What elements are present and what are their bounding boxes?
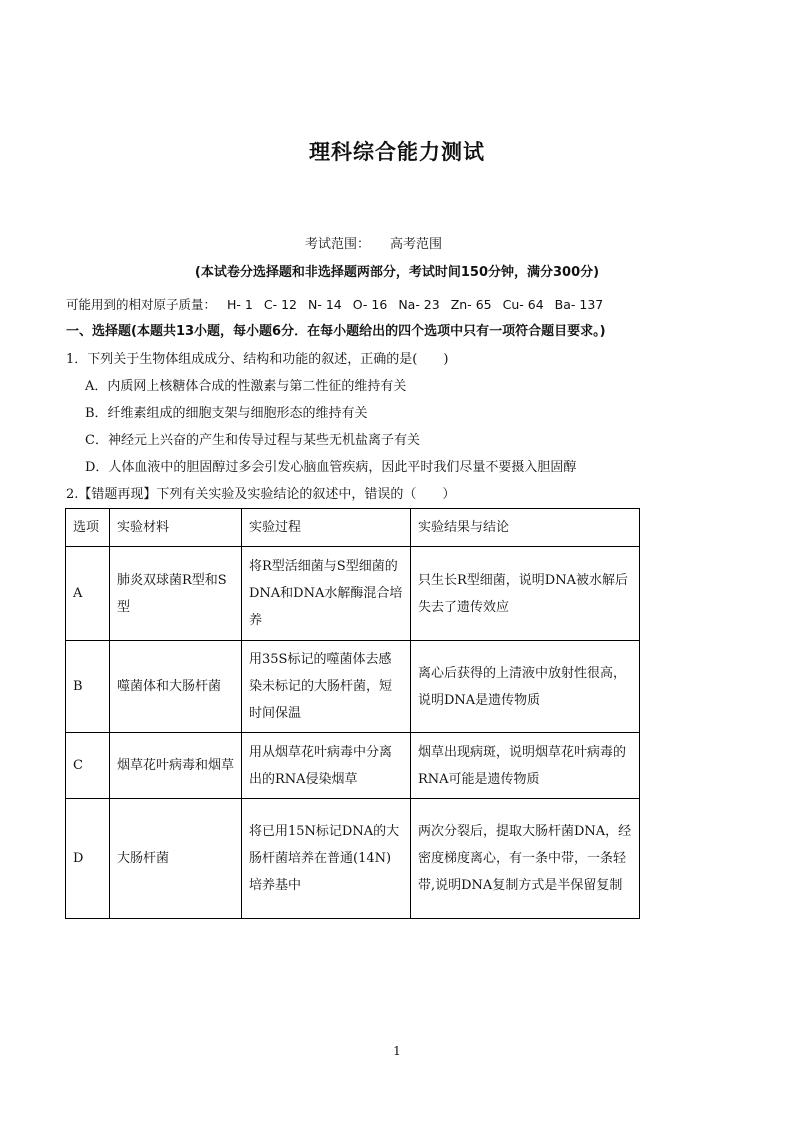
question-1-stem: 1．下列关于生物体组成成分、结构和功能的叙述，正确的是( ) bbox=[66, 352, 449, 367]
exam-scope-label: 考试范围： bbox=[305, 237, 371, 252]
atomic-mass-item: C- 12 bbox=[263, 297, 297, 312]
atomic-mass-item: Zn- 65 bbox=[450, 297, 492, 312]
question-1-option-c: C．神经元上兴奋的产生和传导过程与某些无机盐离子有关 bbox=[85, 433, 420, 448]
atomic-mass-item: Ba- 137 bbox=[554, 297, 604, 312]
atomic-mass-item: Cu- 64 bbox=[502, 297, 544, 312]
atomic-mass-item: O- 16 bbox=[352, 297, 388, 312]
question-1-option-a: A．内质网上核糖体合成的性激素与第二性征的维持有关 bbox=[85, 379, 407, 394]
atomic-masses-label: 可能用到的相对原子质量： bbox=[66, 297, 217, 312]
experiment-table bbox=[65, 508, 640, 919]
table-row bbox=[66, 799, 640, 919]
atomic-mass-item: N- 14 bbox=[307, 297, 342, 312]
page-number: 1 bbox=[393, 1044, 401, 1058]
header-process: 实验过程 bbox=[242, 509, 411, 547]
row-option: B bbox=[66, 641, 110, 733]
page-title: 理科综合能力测试 bbox=[309, 140, 485, 164]
row-result: 离心后获得的上清液中放射性很高，说明DNA是遗传物质 bbox=[411, 641, 640, 733]
question-1-option-b: B．纤维素组成的细胞支架与细胞形态的维持有关 bbox=[85, 406, 368, 421]
row-result: 烟草出现病斑，说明烟草花叶病毒的RNA可能是遗传物质 bbox=[411, 733, 640, 799]
row-material: 大肠杆菌 bbox=[110, 799, 242, 919]
question-2-stem: 2.【错题再现】下列有关实验及实验结论的叙述中，错误的（ ） bbox=[66, 487, 456, 502]
row-material: 烟草花叶病毒和烟草 bbox=[110, 733, 242, 799]
exam-scope-value: 高考范围 bbox=[390, 237, 443, 252]
table-header-row bbox=[66, 509, 640, 547]
row-material: 噬菌体和大肠杆菌 bbox=[110, 641, 242, 733]
row-result: 只生长R型细菌，说明DNA被水解后失去了遗传效应 bbox=[411, 547, 640, 641]
header-material: 实验材料 bbox=[110, 509, 242, 547]
header-option: 选项 bbox=[66, 509, 110, 547]
exam-note: (本试卷分选择题和非选择题两部分，考试时间150分钟，满分300分) bbox=[194, 265, 600, 280]
exam-scope bbox=[305, 233, 442, 252]
row-process: 将已用15N标记DNA的大肠杆菌培养在普通(14N)培养基中 bbox=[242, 799, 411, 919]
row-option: A bbox=[66, 547, 110, 641]
atomic-masses bbox=[66, 295, 603, 313]
row-process: 用35S标记的噬菌体去感染未标记的大肠杆菌，短时间保温 bbox=[242, 641, 411, 733]
row-material: 肺炎双球菌R型和S型 bbox=[110, 547, 242, 641]
row-process: 将R型活细菌与S型细菌的DNA和DNA水解酶混合培养 bbox=[242, 547, 411, 641]
row-option: D bbox=[66, 799, 110, 919]
header-result: 实验结果与结论 bbox=[411, 509, 640, 547]
atomic-mass-item: H- 1 bbox=[227, 297, 253, 312]
row-result: 两次分裂后，提取大肠杆菌DNA，经密度梯度离心，有一条中带，一条轻带,说明DNA复制方式是半保留复制 bbox=[411, 799, 640, 919]
table-row bbox=[66, 641, 640, 733]
table-row bbox=[66, 547, 640, 641]
row-process: 用从烟草花叶病毒中分离出的RNA侵染烟草 bbox=[242, 733, 411, 799]
section-heading: 一、选择题(本题共13小题，每小题6分．在每小题给出的四个选项中只有一项符合题目要求。) bbox=[66, 324, 606, 339]
table-row bbox=[66, 733, 640, 799]
atomic-mass-item: Na- 23 bbox=[398, 297, 440, 312]
question-1-option-d: D．人体血液中的胆固醇过多会引发心脑血管疾病，因此平时我们尽量不要摄入胆固醇 bbox=[85, 460, 577, 475]
row-option: C bbox=[66, 733, 110, 799]
